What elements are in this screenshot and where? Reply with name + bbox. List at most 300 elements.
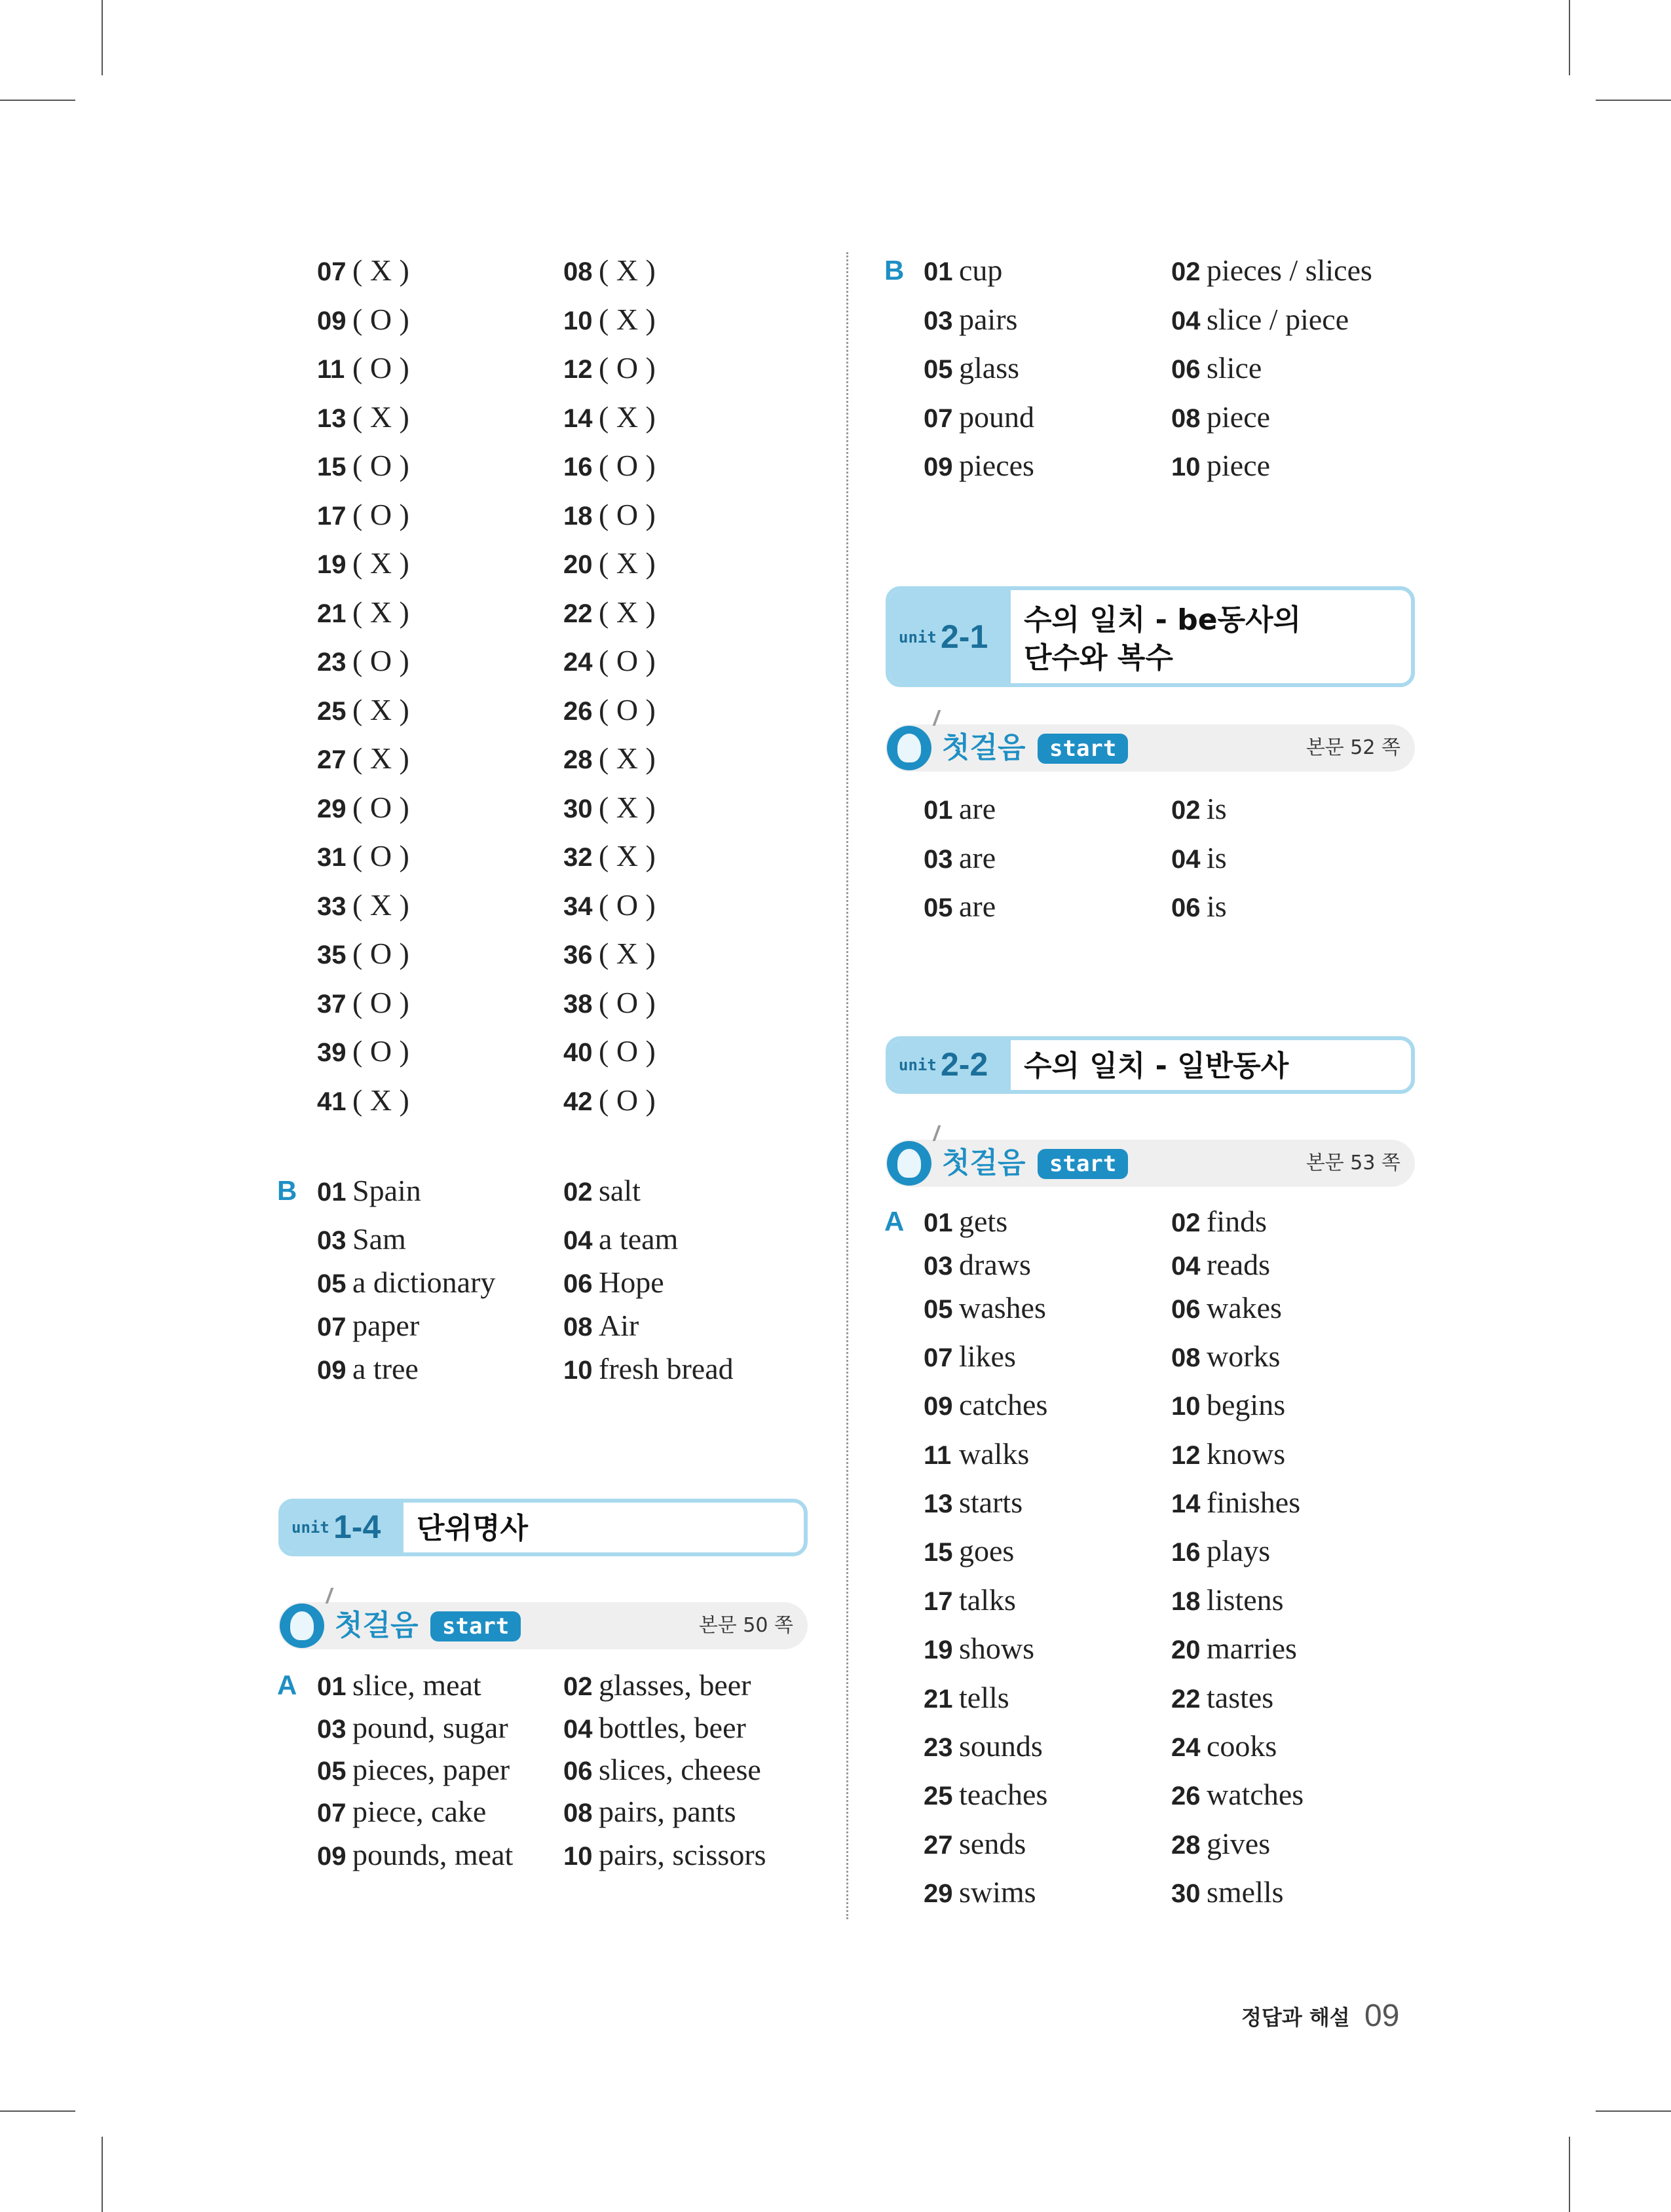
answer-item — [563, 345, 656, 391]
item-number: 09 — [317, 1356, 347, 1385]
item-answer: ( O ) — [352, 303, 409, 336]
lightbulb-icon — [280, 1603, 324, 1648]
answer-item — [924, 884, 996, 929]
answer-item — [1171, 1821, 1270, 1867]
item-number: 07 — [924, 404, 953, 433]
item-answer: washes — [959, 1291, 1046, 1324]
answer-item — [924, 248, 1002, 293]
item-number: 30 — [563, 795, 593, 823]
item-answer: ( X ) — [599, 839, 656, 872]
section-letter-a: A — [277, 1670, 297, 1700]
item-answer: shows — [959, 1632, 1035, 1665]
answer-item — [317, 833, 409, 879]
item-answer: salt — [599, 1174, 641, 1207]
crop-mark — [1569, 0, 1570, 75]
item-answer: ( X ) — [352, 1083, 409, 1117]
crop-mark — [1596, 100, 1671, 101]
answer-item — [317, 1260, 495, 1305]
item-answer: Sam — [352, 1222, 406, 1256]
item-answer: ( X ) — [352, 595, 409, 629]
item-number: 18 — [563, 502, 593, 531]
item-answer: swims — [959, 1875, 1036, 1909]
answer-item — [924, 1285, 1046, 1331]
answer-item — [563, 785, 656, 831]
answer-item — [563, 1789, 736, 1835]
item-answer: cup — [959, 253, 1003, 287]
item-answer: walks — [959, 1437, 1030, 1471]
answer-item — [317, 931, 409, 977]
page-reference: 본문 52 쪽 — [1305, 736, 1400, 759]
item-number: 38 — [563, 990, 593, 1019]
answer-item — [563, 833, 656, 879]
answer-item — [924, 394, 1034, 440]
answer-item — [317, 297, 409, 343]
answer-item — [1171, 1285, 1282, 1331]
item-answer: finishes — [1207, 1486, 1301, 1519]
item-number: 09 — [317, 307, 347, 335]
answer-item — [563, 443, 656, 489]
item-answer: ( O ) — [352, 937, 409, 970]
answer-item — [924, 345, 1019, 391]
item-answer: slice — [1207, 351, 1262, 384]
answer-item — [924, 1869, 1036, 1915]
item-number: 31 — [317, 843, 347, 872]
item-answer: tells — [959, 1681, 1009, 1714]
item-answer: starts — [959, 1486, 1023, 1519]
item-answer: ( O ) — [599, 351, 656, 384]
answer-item — [317, 1028, 409, 1074]
item-number: 04 — [1171, 307, 1201, 335]
unit-number: 2-2 — [941, 1046, 988, 1083]
item-number: 08 — [563, 257, 593, 286]
answer-item — [563, 1078, 656, 1123]
answer-item — [317, 590, 409, 635]
answer-item — [1171, 248, 1372, 293]
answer-item — [563, 492, 656, 538]
item-number: 06 — [563, 1269, 593, 1298]
answer-item — [563, 394, 656, 440]
answer-item — [563, 297, 656, 343]
answer-item — [924, 1199, 1007, 1245]
item-number: 14 — [1171, 1490, 1201, 1518]
item-answer: draws — [959, 1248, 1031, 1281]
answer-item — [924, 786, 996, 832]
item-answer: a tree — [352, 1352, 419, 1385]
item-answer: are — [959, 792, 996, 825]
item-number: 34 — [563, 892, 593, 921]
item-answer: ( O ) — [599, 644, 656, 677]
item-number: 21 — [317, 599, 347, 628]
item-answer: ( X ) — [352, 253, 409, 287]
lightbulb-icon — [887, 1141, 931, 1186]
item-answer: pairs, pants — [599, 1795, 736, 1828]
page-number: 09 — [1364, 1998, 1400, 2033]
answer-item — [317, 1832, 513, 1878]
answer-item — [317, 394, 409, 440]
crop-mark — [0, 2110, 75, 2112]
crop-mark — [1569, 2137, 1570, 2212]
answer-item — [563, 736, 656, 781]
answer-item — [924, 1242, 1031, 1288]
item-answer: ( O ) — [599, 1034, 656, 1068]
item-number: 10 — [1171, 453, 1201, 481]
answer-item — [1171, 297, 1349, 343]
item-number: 25 — [317, 697, 347, 726]
answer-item — [1171, 786, 1227, 832]
item-answer: ( X ) — [599, 595, 656, 629]
answer-item — [1171, 884, 1227, 929]
item-number: 09 — [924, 1392, 953, 1421]
step-bar-unit-2-1 — [886, 724, 1415, 772]
start-badge: start — [1038, 734, 1128, 764]
item-number: 42 — [563, 1087, 593, 1116]
item-number: 06 — [1171, 355, 1201, 384]
item-answer: ( X ) — [352, 400, 409, 434]
item-answer: ( O ) — [352, 839, 409, 872]
unit-title-line-2: 단수와 복수 — [1024, 641, 1173, 675]
answer-item — [317, 492, 409, 538]
answer-item — [1171, 1480, 1300, 1526]
item-answer: paper — [352, 1309, 420, 1342]
item-number: 20 — [1171, 1636, 1201, 1664]
item-number: 01 — [924, 1209, 953, 1237]
item-number: 03 — [317, 1226, 347, 1255]
unit-number: 2-1 — [941, 618, 988, 655]
answer-item — [1171, 1869, 1284, 1915]
item-answer: piece, cake — [352, 1795, 487, 1828]
item-answer: slice, meat — [352, 1668, 481, 1702]
item-number: 12 — [1171, 1441, 1201, 1470]
answer-item — [924, 1772, 1047, 1818]
item-answer: ( O ) — [352, 498, 409, 531]
item-answer: ( X ) — [599, 253, 656, 287]
item-number: 03 — [317, 1715, 347, 1744]
answer-item — [924, 1334, 1016, 1379]
unit-word: unit — [291, 1518, 329, 1537]
section-letter-a: A — [884, 1206, 905, 1237]
answer-item — [317, 736, 409, 781]
step-label: 첫걸음 — [335, 1609, 419, 1642]
item-number: 20 — [563, 550, 593, 579]
item-number: 10 — [1171, 1392, 1201, 1421]
answer-item — [563, 980, 656, 1026]
item-answer: likes — [959, 1340, 1016, 1373]
item-number: 40 — [563, 1038, 593, 1067]
answer-item — [563, 882, 656, 928]
footer-label: 정답과 해설 — [1241, 2005, 1350, 2030]
item-number: 26 — [1171, 1782, 1201, 1810]
item-number: 09 — [924, 453, 953, 481]
item-answer: Spain — [352, 1174, 421, 1207]
item-answer: fresh bread — [599, 1352, 734, 1385]
item-number: 17 — [924, 1587, 953, 1616]
answer-item — [924, 1480, 1023, 1526]
answer-item — [317, 1747, 510, 1793]
item-answer: ( O ) — [599, 693, 656, 726]
item-answer: ( O ) — [599, 1083, 656, 1117]
item-answer: ( X ) — [599, 303, 656, 336]
item-number: 36 — [563, 941, 593, 969]
start-badge: start — [430, 1611, 521, 1641]
item-answer: ( X ) — [599, 741, 656, 775]
item-answer: begins — [1207, 1388, 1286, 1421]
answer-item — [1171, 394, 1270, 440]
item-number: 04 — [1171, 845, 1201, 874]
item-answer: bottles, beer — [599, 1711, 746, 1744]
item-answer: watches — [1207, 1778, 1304, 1811]
answer-item — [924, 1821, 1026, 1867]
answer-item — [924, 1431, 1029, 1477]
answer-item — [563, 687, 656, 733]
item-answer: is — [1207, 841, 1227, 874]
answer-item — [317, 1303, 419, 1349]
item-number: 17 — [317, 502, 347, 531]
item-number: 22 — [563, 599, 593, 628]
answer-item — [1171, 1723, 1277, 1769]
item-answer: ( X ) — [599, 937, 656, 970]
item-number: 27 — [924, 1831, 953, 1860]
item-number: 26 — [563, 697, 593, 726]
item-number: 05 — [317, 1269, 347, 1298]
answer-item — [1171, 1626, 1297, 1672]
item-answer: ( O ) — [352, 791, 409, 824]
answer-item — [563, 1168, 641, 1214]
crop-mark — [102, 0, 103, 75]
item-answer: ( X ) — [352, 741, 409, 775]
unit-title-line-1: 수의 일치 - be동사의 — [1024, 603, 1302, 637]
item-answer: pairs, scissors — [599, 1838, 766, 1871]
item-answer: Hope — [599, 1265, 664, 1299]
answer-item — [317, 980, 409, 1026]
item-number: 22 — [1171, 1685, 1201, 1714]
item-answer: glass — [959, 351, 1019, 384]
item-number: 01 — [924, 257, 953, 286]
item-number: 10 — [563, 1356, 593, 1385]
item-number: 03 — [924, 1252, 953, 1281]
answer-item — [563, 1705, 746, 1751]
item-answer: piece — [1207, 449, 1271, 482]
item-number: 07 — [924, 1343, 953, 1372]
item-answer: piece — [1207, 400, 1271, 434]
unit-title: 수의 일치 - 일반동사 — [1024, 1049, 1289, 1083]
item-number: 28 — [1171, 1831, 1201, 1860]
item-answer: glasses, beer — [599, 1668, 751, 1702]
item-answer: pairs — [959, 303, 1018, 336]
item-number: 37 — [317, 990, 347, 1019]
answer-item — [563, 1346, 734, 1392]
item-number: 06 — [563, 1757, 593, 1786]
answer-item — [563, 1303, 639, 1349]
item-answer: plays — [1207, 1534, 1271, 1567]
item-number: 04 — [563, 1226, 593, 1255]
answer-item — [1171, 1199, 1267, 1245]
answer-item — [1171, 1334, 1280, 1379]
answer-item — [563, 1747, 761, 1793]
lightbulb-icon — [887, 726, 931, 770]
answer-item — [317, 638, 409, 684]
item-number: 03 — [924, 307, 953, 335]
answer-item — [563, 248, 656, 293]
unit-title: 단위명사 — [417, 1512, 529, 1545]
item-number: 14 — [563, 404, 593, 433]
item-number: 10 — [563, 307, 593, 335]
answer-item — [924, 1723, 1043, 1769]
item-answer: ( O ) — [599, 986, 656, 1019]
item-number: 12 — [563, 355, 593, 384]
answer-item — [1171, 1675, 1273, 1721]
item-answer: wakes — [1207, 1291, 1282, 1324]
item-answer: talks — [959, 1583, 1016, 1617]
answer-item — [1171, 443, 1270, 489]
item-answer: ( X ) — [599, 400, 656, 434]
answer-item — [924, 1382, 1047, 1428]
item-answer: cooks — [1207, 1729, 1277, 1763]
answer-item — [317, 1346, 419, 1392]
item-number: 35 — [317, 941, 347, 969]
section-letter-b: B — [277, 1175, 297, 1206]
item-answer: slice / piece — [1207, 303, 1349, 336]
item-number: 08 — [563, 1799, 593, 1828]
answer-item — [924, 297, 1017, 343]
item-answer: sends — [959, 1827, 1026, 1860]
item-answer: is — [1207, 890, 1227, 923]
answer-item — [317, 443, 409, 489]
unit-tag — [890, 1040, 1011, 1090]
item-answer: ( O ) — [352, 449, 409, 482]
item-answer: ( O ) — [599, 449, 656, 482]
item-number: 07 — [317, 1313, 347, 1341]
answer-item — [563, 1216, 678, 1262]
answer-item — [317, 687, 409, 733]
item-number: 08 — [1171, 404, 1201, 433]
item-number: 04 — [563, 1715, 593, 1744]
column-divider — [846, 252, 848, 1919]
answer-item — [317, 1789, 486, 1835]
item-answer: smells — [1207, 1875, 1284, 1909]
answer-item — [1171, 1577, 1284, 1623]
item-answer: a team — [599, 1222, 679, 1256]
item-number: 15 — [924, 1538, 953, 1567]
item-answer: are — [959, 890, 996, 923]
item-number: 32 — [563, 843, 593, 872]
item-answer: gets — [959, 1205, 1008, 1238]
item-number: 41 — [317, 1087, 347, 1116]
item-number: 29 — [924, 1879, 953, 1908]
item-answer: teaches — [959, 1778, 1048, 1811]
item-number: 30 — [1171, 1879, 1201, 1908]
answer-item — [924, 1528, 1014, 1574]
answer-item — [317, 540, 409, 586]
item-answer: pound, sugar — [352, 1711, 508, 1744]
item-number: 09 — [317, 1842, 347, 1871]
answer-item — [1171, 1528, 1270, 1574]
item-number: 01 — [924, 796, 953, 825]
item-number: 33 — [317, 892, 347, 921]
item-number: 16 — [563, 453, 593, 481]
unit-number: 1-4 — [333, 1509, 381, 1545]
item-number: 03 — [924, 845, 953, 874]
item-number: 07 — [317, 257, 347, 286]
item-answer: knows — [1207, 1437, 1286, 1471]
item-answer: ( X ) — [599, 546, 656, 580]
answer-item — [924, 1626, 1034, 1672]
item-answer: Air — [599, 1309, 639, 1342]
item-answer: a dictionary — [352, 1265, 496, 1299]
crop-mark — [0, 100, 75, 101]
item-number: 06 — [1171, 1295, 1201, 1324]
answer-item — [563, 590, 656, 635]
answer-item — [563, 1028, 656, 1074]
crop-mark — [1596, 2110, 1671, 2112]
item-number: 08 — [1171, 1343, 1201, 1372]
item-number: 16 — [1171, 1538, 1201, 1567]
answer-item — [563, 1662, 751, 1708]
item-answer: pieces — [959, 449, 1034, 482]
item-number: 11 — [924, 1441, 952, 1470]
answer-item — [317, 345, 409, 391]
item-number: 05 — [924, 893, 953, 922]
answer-item — [317, 1705, 508, 1751]
item-answer: marries — [1207, 1632, 1297, 1665]
item-answer: ( X ) — [599, 791, 656, 824]
page-reference: 본문 50 쪽 — [698, 1614, 793, 1637]
answer-item — [1171, 345, 1262, 391]
item-answer: pieces / slices — [1207, 253, 1372, 287]
crop-mark — [102, 2137, 103, 2212]
item-answer: works — [1207, 1340, 1281, 1373]
item-answer: ( O ) — [352, 351, 409, 384]
item-answer: pound — [959, 400, 1034, 434]
item-number: 23 — [924, 1733, 953, 1762]
item-answer: ( O ) — [599, 498, 656, 531]
answer-item — [563, 638, 656, 684]
unit-word: unit — [899, 1056, 937, 1074]
item-number: 01 — [317, 1672, 347, 1701]
section-letter-b: B — [884, 255, 905, 286]
item-answer: gives — [1207, 1827, 1271, 1860]
item-number: 04 — [1171, 1252, 1201, 1281]
item-number: 13 — [317, 404, 347, 433]
answer-item — [317, 882, 409, 928]
answer-item — [924, 835, 996, 881]
item-answer: is — [1207, 792, 1227, 825]
item-number: 27 — [317, 745, 347, 774]
item-answer: ( X ) — [352, 693, 409, 726]
answer-item — [563, 1260, 664, 1305]
unit-tag — [890, 590, 1011, 683]
item-number: 21 — [924, 1685, 953, 1714]
item-answer: ( O ) — [352, 644, 409, 677]
item-number: 11 — [317, 355, 345, 384]
item-number: 06 — [1171, 893, 1201, 922]
item-answer: ( X ) — [352, 546, 409, 580]
answer-item — [563, 931, 656, 977]
step-bar-unit-2-2 — [886, 1140, 1415, 1187]
item-answer: slices, cheese — [599, 1753, 761, 1786]
item-answer: ( O ) — [599, 888, 656, 922]
item-number: 18 — [1171, 1587, 1201, 1616]
step-bar-unit-1-4 — [278, 1602, 808, 1649]
item-number: 02 — [563, 1178, 593, 1207]
item-number: 28 — [563, 745, 593, 774]
item-number: 05 — [317, 1757, 347, 1786]
answer-item — [317, 1216, 406, 1262]
item-number: 02 — [1171, 257, 1201, 286]
item-number: 07 — [317, 1799, 347, 1828]
item-number: 13 — [924, 1490, 953, 1518]
answer-item — [924, 1675, 1009, 1721]
item-number: 19 — [924, 1636, 953, 1664]
